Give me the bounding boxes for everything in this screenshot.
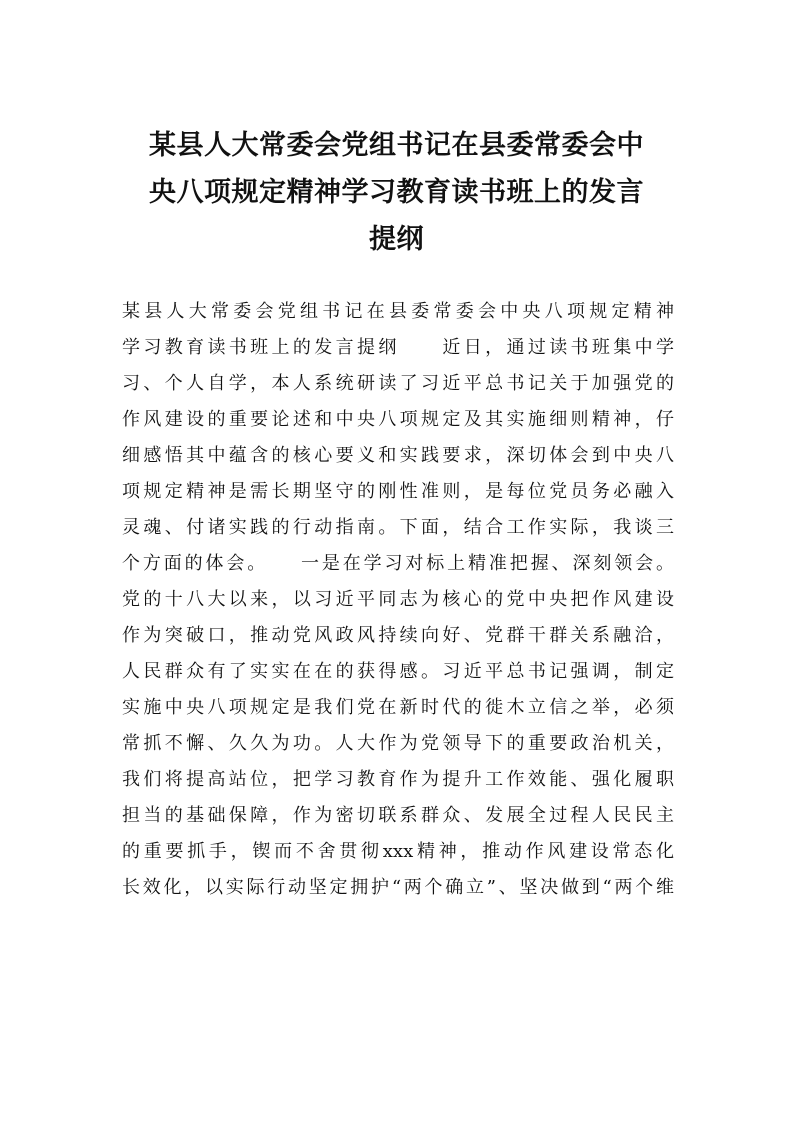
body-line-17: 长效化，以实际行动坚定拥护“两个确立”、坚决做到“两个维: [122, 877, 674, 898]
title-line-2: 央八项规定精神学习教育读书班上的发言: [149, 177, 644, 208]
body-line-16: 的重要抓手，锲而不舍贯彻xxx精神，推动作风建设常态化: [122, 841, 674, 862]
body-line-4: 作风建设的重要论述和中央八项规定及其实施细则精神，仔: [122, 409, 674, 430]
body-line-15: 担当的基础保障，作为密切联系群众、发展全过程人民民主: [122, 805, 674, 826]
body-line-11: 人民群众有了实实在在的获得感。习近平总书记强调，制定: [122, 661, 674, 682]
body-line-12: 实施中央八项规定是我们党在新时代的徙木立信之举，必须: [122, 697, 674, 718]
body-line-9: 党的十八大以来，以习近平同志为核心的党中央把作风建设: [122, 589, 674, 610]
title-line-1: 某县人大常委会党组书记在县委常委会中: [149, 130, 644, 161]
body-line-5: 细感悟其中蕴含的核心要义和实践要求，深切体会到中央八: [122, 445, 674, 466]
document-title: [110, 122, 683, 263]
body-line-1: 某县人大常委会党组书记在县委常委会中央八项规定精神: [122, 301, 674, 322]
body-line-7: 灵魂、付诸实践的行动指南。下面，结合工作实际，我谈三: [122, 517, 674, 538]
document-body: [122, 294, 674, 906]
body-line-10: 作为突破口，推动党风政风持续向好、党群干群关系融洽，: [122, 625, 674, 646]
body-line-6: 项规定精神是需长期坚守的刚性准则，是每位党员务必融入: [122, 481, 674, 502]
body-line-13: 常抓不懈、久久为功。人大作为党领导下的重要政治机关，: [122, 733, 674, 754]
title-line-3: 提纲: [369, 224, 424, 255]
body-line-2: 学习教育读书班上的发言提纲 近日，通过读书班集中学: [122, 337, 674, 358]
body-line-8: 个方面的体会。 一是在学习对标上精准把握、深刻领会。: [122, 553, 674, 574]
body-line-14: 我们将提高站位，把学习教育作为提升工作效能、强化履职: [122, 769, 674, 790]
body-line-3: 习、个人自学，本人系统研读了习近平总书记关于加强党的: [122, 373, 674, 394]
